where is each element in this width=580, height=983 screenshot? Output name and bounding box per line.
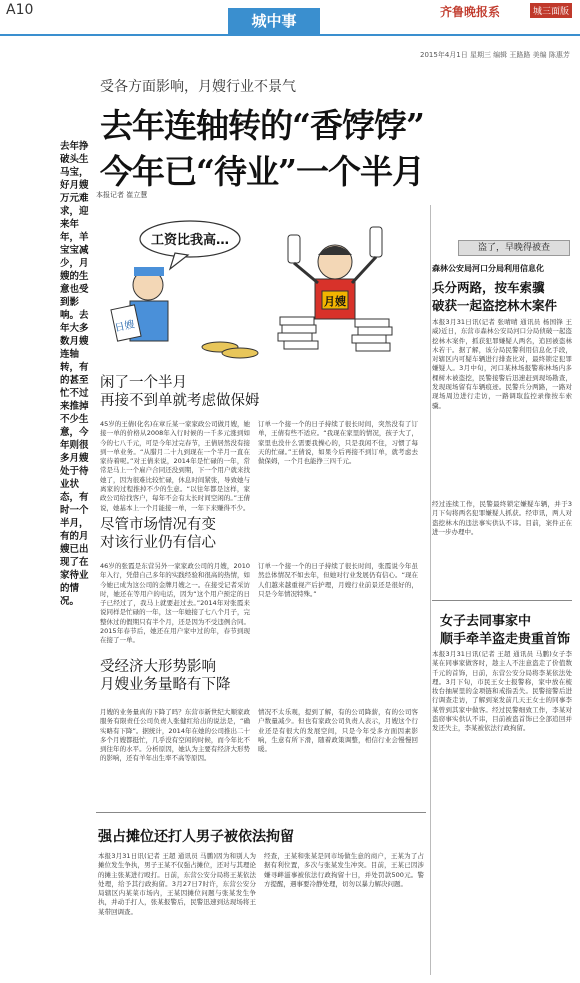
section-title: 城中事 bbox=[228, 8, 320, 34]
right-headline2-a: 女子去同事家中 bbox=[440, 614, 532, 629]
page-meta: 2015年4月1日 星期三 编辑 王路路 美编 陈惠芳 bbox=[420, 51, 570, 59]
main-headline-line1: 去年连轴转的“香饽饽” bbox=[100, 106, 424, 145]
main-headline-line2: 今年已“待业”一个半月 bbox=[100, 152, 424, 191]
right-tag: 盗了，早晚得被查 bbox=[458, 240, 570, 256]
sign-text: 日嫂 bbox=[113, 319, 136, 335]
main-byline: 本报记者 崔立慧 bbox=[96, 191, 148, 199]
subhead-1 bbox=[100, 374, 260, 410]
figure-label: 月嫂 bbox=[324, 295, 346, 308]
article-body-1: 45岁的王倩(化名)在章丘某一家家政公司做月嫂，她接一单的价格从2008年入行时候的一千多元涨到如今的七八千元，可是今年过完春节，王倩居然没有接到一单业务。“从腊月二十九到现在一个半月一直在家待着呢。”对王倩来说，2014年是忙碌的一年，常常是马上一个雇户合同还没到期，下一个用户就来找她了，因为很难比较忙碌，休息时间紧张，导致她与离家的过程推掉不少的生意。“以往年都是这样，家政公司给找客户，每年不会有太长时间空闲的。”王倩说，她基本上一个月能接一单，一年下来赚得不少。 bbox=[100, 420, 250, 512]
column-rule bbox=[430, 205, 431, 975]
main-kicker: 受各方面影响，月嫂行业不景气 bbox=[100, 79, 296, 95]
right-body-1b: 经过连续工作，民警最终锁定嫌疑车辆，并于3月下旬将两名犯罪嫌疑人抓获。经审讯，两人对盗挖林木的违法事实供认不讳。目前，案件正在进一步办理中。 bbox=[432, 500, 572, 536]
header-rule bbox=[0, 34, 580, 36]
bottom-rule bbox=[96, 812, 426, 813]
subhead-2-line2: 对该行业仍有信心 bbox=[100, 535, 216, 551]
brand-tag: 城三面版 bbox=[530, 3, 572, 18]
article-body-1b: 订单一个接一个的日子持续了很长时间，突然没有了订单，王倩有些不适应。“我现在家里的情况，孩子大了，家里也没什么需要我操心的，只是我闲不住，习惯了每天的忙碌。”王倩说，如果今后再接不到订单，就考虑去做保姆，一个月也能挣三四千元。 bbox=[258, 420, 418, 466]
right-headline-a: 兵分两路，按车索骥 bbox=[432, 280, 545, 295]
right-body-2: 本报3月31日讯(记者 王超 通讯员 马鹏)女子李某在同事家做客时，趁主人不注意盗走了价值数千元的首饰，日前，东营公安分局将李某依法处理。3月下旬，市民王女士报警称，家中放在梳妆台抽屉里的金项链和戒指丢失。民警接警后进行调查走访，了解到案发前几天王女士的同事李某曾到其家中做客。经过民警细致工作，李某对盗窃事实供认不讳，目前被盗首饰已全部追回并发还失主，李某被依法行政拘留。 bbox=[432, 650, 572, 733]
bottom-body-1: 本报3月31日讯(记者 王超 通讯员 马鹏)因为和别人为摊位发生争执，男子王某不仅强占摊位，还对与其理论的摊主张某进行殴打。日前，东营公安分局将王某依法处理，给予其行政拘留。3月27日7时许，东营公安分局辖区内某菜市场内，王某因摊位问题与张某发生争执，并动手打人，张某报警后，民警迅速到达现场将王某带回调查。 bbox=[98, 852, 256, 916]
subhead-3-line2: 月嫂业务量略有下降 bbox=[100, 677, 231, 693]
article-body-3b: 情况不太乐观，提到了解，有的公司降薪，有的公司客户数量减少。但也有家政公司负责人表示，月嫂这个行业还是有很大的发展空间，只是今年受多方面因素影响，生意有所下滑，随着政策调整，相信行业会慢慢回暖。 bbox=[258, 708, 418, 754]
brand-sub: 系 bbox=[488, 5, 501, 19]
subhead-2 bbox=[100, 516, 216, 552]
subhead-1-line1: 闲了一个半月 bbox=[100, 375, 187, 391]
subhead-3 bbox=[100, 658, 231, 694]
cartoon-illustration bbox=[100, 207, 420, 367]
page-number: A10 bbox=[6, 2, 34, 18]
newspaper-brand bbox=[440, 3, 500, 20]
speech-text: 工资比我高… bbox=[150, 233, 230, 248]
right-rule bbox=[432, 600, 572, 601]
subhead-3-line1: 受经济大形势影响 bbox=[100, 659, 216, 675]
right-kicker: 森林公安局河口分局利用信息化 bbox=[432, 264, 544, 273]
brand-name: 齐鲁晚报 bbox=[440, 5, 489, 19]
bottom-body-2: 经查，王某和张某是同市场做生意的商户，王某为了占据有利位置，多次与张某发生冲突。目前，王某已因涉嫌寻衅滋事被依法行政拘留十日，并处罚款500元。警方提醒，遇事要冷静处理，切勿以暴力解决问题。 bbox=[264, 852, 424, 888]
right-headline-b: 破获一起盗挖林木案件 bbox=[432, 298, 558, 313]
subhead-2-line1: 尽管市场情况有变 bbox=[100, 517, 216, 533]
article-body-2: 46岁的张霞是东营另外一家家政公司的月嫂，2010年入行，凭借自己多年的实践经验和很高的热情，如今她已成为这公司的金牌月嫂之一。在接受记者采访时，她还在等用户的电话，因为“这个用户预定的日子已经过了，我马上就要赶过去。”2014年对张霞来说同样是忙碌的一年，这一年她接了七八个月子，完整休过的假期只有半个月，还是因为不受违例合同。2015年春节后，她还在用户家中过的年，春节到现在接了一单。 bbox=[100, 562, 250, 645]
article-body-3: 月嫂的业务量真的下降了吗？东营市新世纪大顺家政服务有限责任公司负责人张健红给出的说法是，“确实略有下降”。据统计，2014年在她的公司推出二十多个月嫂都挺忙，几乎没有空闲的时候，而今年比不到往年的水平。分析原因，她认为主要有经济大形势的影响，还有羊年出生率不高等原因。 bbox=[100, 708, 250, 763]
lead-sidebar: 去年挣破头生马宝，好月嫂万元难求，迎来年年，羊宝宝减少，月嫂的生意也受到影响。去年大多数月嫂连轴转，有的甚至忙不过来推掉不少生意，今年则很多月嫂处于待业状态，有时一个半月，有的月嫂已出现了在家待业的情况。 bbox=[60, 141, 89, 607]
right-headline2-b: 顺手牵羊盗走贵重首饰 bbox=[440, 632, 571, 647]
bottom-headline: 强占摊位还打人男子被依法拘留 bbox=[98, 829, 294, 845]
right-body-1: 本报3月31日讯(记者 张晴晴 通讯员 杨国锋 王威)近日，东营市森林公安局河口分局侦破一起盗挖林木案件，抓获犯罪嫌疑人两名，追回被盗林木若干。据了解，该分局民警利用信息化手段，对辖区内可疑车辆进行排查比对，最终锁定犯罪嫌疑人。3月中旬，河口某林场报警称林场内多棵树木被盗挖，民警接警后迅速赶到现场勘查，发现现场留有车辆痕迹。民警兵分两路，一路对现场周边进行走访，一路调取监控录像按车索骥。 bbox=[432, 318, 572, 410]
article-body-2b: 订单一个接一个的日子持续了很长时间，张霞说今年虽然总体情况不如去年，但她对行业发展仍有信心。“现在人们越来越重视产后护理，月嫂行业前景还是很好的，只是今年情况特殊。” bbox=[258, 562, 418, 598]
subhead-1-line2: 再接不到单就考虑做保姆 bbox=[100, 393, 260, 409]
